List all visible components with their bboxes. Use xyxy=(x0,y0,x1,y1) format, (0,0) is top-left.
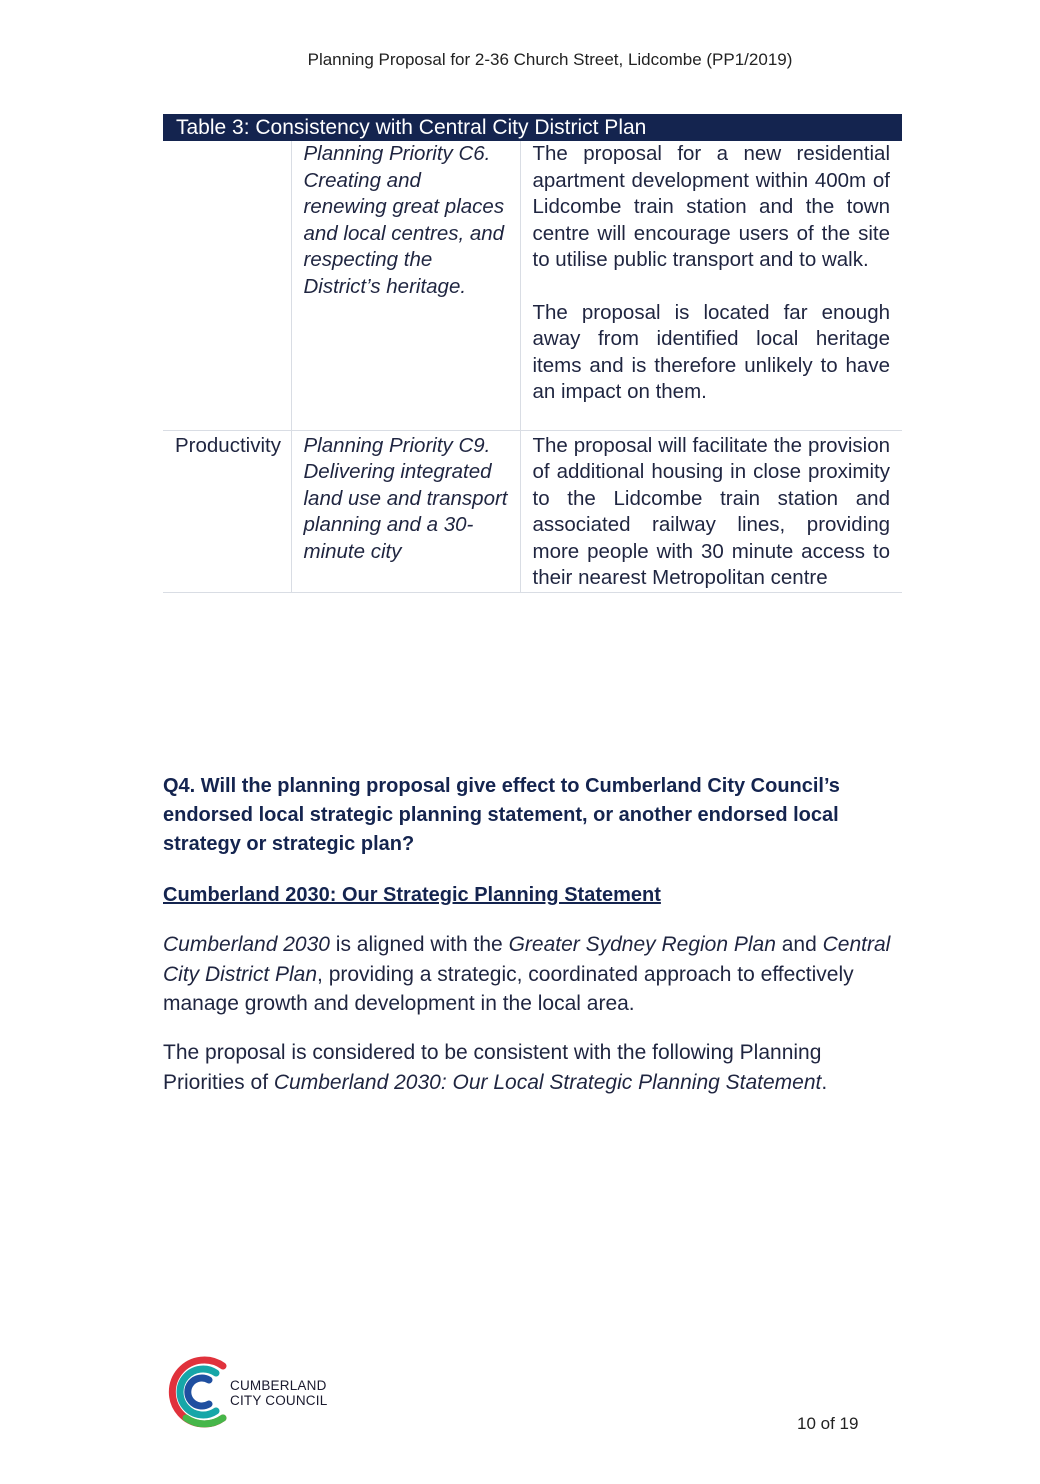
page-header: Planning Proposal for 2-36 Church Street, Lidcombe (PP1/2019) xyxy=(307,50,793,69)
emphasis: Cumberland 2030: Our Local Strategic Planning Statement xyxy=(273,1070,822,1094)
table-caption: Table 3: Consistency with Central City District Plan xyxy=(163,114,902,141)
question-heading: Q4. Will the planning proposal give effect to Cumberland City Council’s endorsed local strategic planning statement, or another endorsed local strategy or strategic plan? xyxy=(163,775,840,855)
text-run: . xyxy=(821,1070,828,1094)
table-cell-response xyxy=(520,141,902,430)
text-run: is aligned with the xyxy=(329,933,509,956)
logo-line: CITY COUNCIL xyxy=(230,1393,328,1408)
logo-line: CUMBERLAND xyxy=(230,1378,327,1393)
table-row xyxy=(163,141,902,430)
logo-text xyxy=(230,1378,327,1408)
emphasis: Greater Sydney Region Plan xyxy=(508,933,776,956)
council-logo xyxy=(162,1352,342,1432)
page-number: 10 of 19 xyxy=(797,1414,859,1433)
table-cell-priority: Planning Priority C9. Delivering integrated land use and transport planning and a 30-minute city xyxy=(291,430,520,592)
response-paragraph: The proposal for a new residential apartment development within 400m of Lidcombe train station and the town centre will encourage users of the site to utilise public transport and to walk. xyxy=(532,142,890,271)
table-cell-priority: Planning Priority C6. Creating and renewing great places and local centres, and respecting the District’s heritage. xyxy=(291,141,520,430)
section-heading: Cumberland 2030: Our Strategic Planning Statement xyxy=(163,884,661,906)
emphasis: Central City District Plan xyxy=(163,933,891,986)
body-paragraph xyxy=(163,930,903,1019)
text-run: , providing a strategic, coordinated approach to effectively manage growth and development in the local area. xyxy=(163,962,854,1015)
cumberland-logo-icon xyxy=(162,1352,232,1432)
emphasis: Cumberland 2030 xyxy=(163,933,330,956)
text-run: and xyxy=(775,933,823,956)
body-paragraph xyxy=(163,1038,903,1097)
table-cell-theme: Productivity xyxy=(163,430,291,592)
response-paragraph: The proposal is located far enough away from identified local heritage items and is therefore unlikely to have an impact on them. xyxy=(532,300,890,403)
table-cell-response xyxy=(520,430,902,592)
table-row xyxy=(163,430,902,592)
table-cell-theme xyxy=(163,141,291,430)
text-run: The proposal is considered to be consistent with the following Planning Priorities of xyxy=(163,1041,822,1094)
response-paragraph: The proposal will facilitate the provision of additional housing in close proximity to the Lidcombe train station and associated railway lines, providing more people with 30 minute access to their nearest Metropolitan centre xyxy=(532,433,890,589)
consistency-table xyxy=(163,114,902,593)
